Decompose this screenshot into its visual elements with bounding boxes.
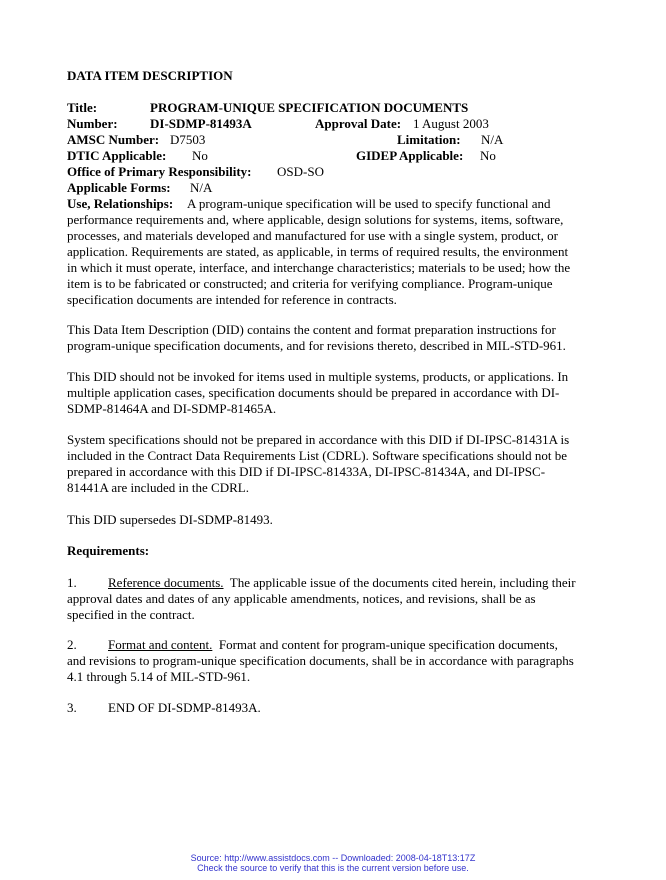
did-paragraph-line: This Data Item Description (DID) contains the content and format preparation instructions for bbox=[67, 322, 556, 337]
number-label: Number: bbox=[67, 116, 118, 131]
requirements-heading: Requirements: bbox=[67, 543, 150, 558]
footer-verify-line: Check the source to verify that this is the current version before use. bbox=[197, 863, 469, 873]
req2-title: Format and content. bbox=[108, 637, 213, 652]
use-line: A program-unique specification will be used to specify functional and bbox=[187, 196, 551, 211]
req2-line bbox=[108, 637, 558, 653]
use-line: application. Requirements are stated, as applicable, in terms of required results, the environment bbox=[67, 244, 569, 259]
not-invoked-paragraph-line: SDMP-81464A and DI-SDMP-81465A. bbox=[67, 401, 277, 416]
req1-text: The applicable issue of the documents cited herein, including their bbox=[229, 575, 576, 590]
req3-number: 3. bbox=[67, 700, 77, 715]
forms-value: N/A bbox=[190, 180, 213, 195]
req1-text-line: approval dates and dates of any applicable amendments, notices, and revisions, shall be as bbox=[67, 591, 536, 606]
forms-label: Applicable Forms: bbox=[67, 180, 171, 195]
req3-text: END OF DI-SDMP-81493A. bbox=[108, 700, 261, 715]
req2-text-line: and revisions to program-unique specification documents, shall be in accordance with paragraphs bbox=[67, 653, 574, 668]
opr-label: Office of Primary Responsibility: bbox=[67, 164, 252, 179]
req2-number: 2. bbox=[67, 637, 77, 652]
req2-text: Format and content for program-unique specification documents, bbox=[218, 637, 558, 652]
not-invoked-paragraph-line: This DID should not be invoked for items used in multiple systems, products, or applications. In bbox=[67, 369, 569, 384]
system-paragraph-line: 81441A are included in the CDRL. bbox=[67, 480, 249, 495]
limitation-value: N/A bbox=[481, 132, 504, 147]
not-invoked-paragraph-line: multiple application cases, specification documents should be prepared in accordance with DI- bbox=[67, 385, 560, 400]
req1-line bbox=[108, 575, 576, 591]
req1-text-line: specified in the contract. bbox=[67, 607, 195, 622]
dtic-label: DTIC Applicable: bbox=[67, 148, 167, 163]
title-label: Title: bbox=[67, 100, 98, 115]
amsc-label: AMSC Number: bbox=[67, 132, 160, 147]
opr-value: OSD-SO bbox=[277, 164, 324, 179]
use-line: performance requirements and, where applicable, design solutions for systems, items, software, bbox=[67, 212, 564, 227]
footer-source-line: Source: http://www.assistdocs.com -- Downloaded: 2008-04-18T13:17Z bbox=[190, 853, 476, 863]
use-relationships-label: Use, Relationships: bbox=[67, 196, 174, 211]
req2-text-line: 4.1 through 5.14 of MIL-STD-961. bbox=[67, 669, 251, 684]
use-line: in which it must operate, interface, and interchange characteristics; materials to be used; how the bbox=[67, 260, 571, 275]
approval-date-value: 1 August 2003 bbox=[413, 116, 489, 131]
dtic-value: No bbox=[192, 148, 208, 163]
supersedes-paragraph: This DID supersedes DI-SDMP-81493. bbox=[67, 512, 273, 527]
amsc-value: D7503 bbox=[170, 132, 206, 147]
req1-number: 1. bbox=[67, 575, 77, 590]
limitation-label: Limitation: bbox=[397, 132, 461, 147]
system-paragraph-line: included in the Contract Data Requirements List (CDRL). Software specifications should not be bbox=[67, 448, 568, 463]
document-heading: DATA ITEM DESCRIPTION bbox=[67, 68, 233, 83]
approval-date-label: Approval Date: bbox=[315, 116, 402, 131]
gidep-value: No bbox=[480, 148, 496, 163]
req1-title: Reference documents. bbox=[108, 575, 224, 590]
did-paragraph-line: program-unique specification documents, and for revisions thereto, described in MIL-STD-961. bbox=[67, 338, 566, 353]
use-line: item is to be fabricated or constructed; and criteria for verifying compliance. Program-unique bbox=[67, 276, 553, 291]
number-value: DI-SDMP-81493A bbox=[150, 116, 252, 131]
system-paragraph-line: prepared in accordance with this DID if DI-IPSC-81433A, DI-IPSC-81434A, and DI-IPSC- bbox=[67, 464, 546, 479]
title-value: PROGRAM-UNIQUE SPECIFICATION DOCUMENTS bbox=[150, 100, 469, 115]
use-line: specification documents are intended for reference in contracts. bbox=[67, 292, 397, 307]
system-paragraph-line: System specifications should not be prepared in accordance with this DID if DI-IPSC-81431A is bbox=[67, 432, 570, 447]
use-line: processes, and materials developed and manufactured for use with a single system, product, or bbox=[67, 228, 558, 243]
gidep-label: GIDEP Applicable: bbox=[356, 148, 464, 163]
